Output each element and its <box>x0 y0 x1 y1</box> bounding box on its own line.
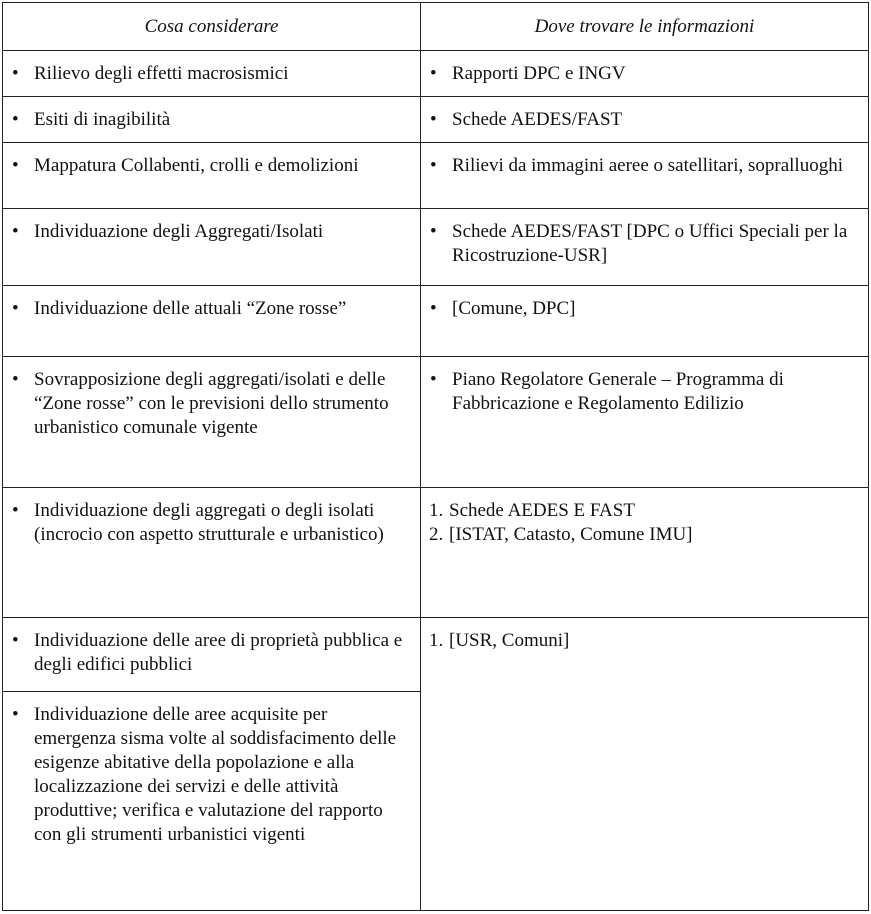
cell-where <box>421 356 869 487</box>
bullet-icon: • <box>12 704 19 726</box>
where-text: Rapporti DPC e INGV <box>452 63 626 85</box>
table-row <box>3 51 869 97</box>
where-text: Schede AEDES/FAST <box>452 109 623 131</box>
header-what-to-consider: Cosa considerare <box>3 3 421 51</box>
cell-where <box>421 488 869 618</box>
bullet-icon: • <box>12 630 19 652</box>
bullet-icon: • <box>12 500 19 522</box>
where-text: Schede AEDES E FAST <box>449 500 635 522</box>
cell-where <box>421 143 869 209</box>
table-row <box>3 618 869 692</box>
cell-where <box>421 51 869 97</box>
number-label: 2. <box>429 524 444 546</box>
table-row <box>3 209 869 285</box>
where-text: [USR, Comuni] <box>449 630 570 652</box>
where-text: [Comune, DPC] <box>452 297 576 319</box>
cell-where <box>421 97 869 143</box>
what-text: Sovrapposizione degli aggregati/isolati e delle “Zone rosse” con le previsioni dello strumento urbanistico comunale vigente <box>34 368 389 438</box>
what-text: Individuazione delle aree acquisite per emergenza sisma volte al soddisfacimento delle esigenze abitative della popolazione e alla localizzazione dei servizi e delle attività produttive; verifica e valutazione del rapporto con gli strumenti urbanistici vigenti <box>34 704 397 846</box>
info-table <box>2 2 869 911</box>
what-text: Rilievo degli effetti macrosismici <box>34 63 289 85</box>
bullet-icon: • <box>12 63 19 85</box>
table-row <box>3 143 869 209</box>
bullet-icon: • <box>430 368 437 390</box>
where-text: Piano Regolatore Generale – Programma di Fabbricazione e Regolamento Edilizio <box>452 368 784 414</box>
numbered-item <box>429 629 860 653</box>
cell-what <box>3 692 421 911</box>
what-text: Mappatura Collabenti, crolli e demolizioni <box>34 155 359 177</box>
bullet-icon: • <box>430 155 437 177</box>
what-text: Individuazione degli aggregati o degli isolati (incrocio con aspetto strutturale e urbanistico) <box>34 500 384 546</box>
bullet-icon: • <box>430 297 437 319</box>
bullet-icon: • <box>430 63 437 85</box>
table-row <box>3 356 869 487</box>
where-text: Rilievi da immagini aeree o satellitari, sopralluoghi <box>452 155 843 177</box>
cell-what <box>3 618 421 692</box>
cell-what <box>3 51 421 97</box>
header-where-to-find: Dove trovare le informazioni <box>421 3 869 51</box>
bullet-icon: • <box>12 297 19 319</box>
number-label: 1. <box>429 630 444 652</box>
cell-what <box>3 488 421 618</box>
bullet-icon: • <box>430 221 437 243</box>
what-text: Individuazione delle aree di proprietà pubblica e degli edifici pubblici <box>34 630 403 676</box>
table-row <box>3 488 869 618</box>
what-text: Esiti di inagibilità <box>34 109 171 131</box>
bullet-icon: • <box>12 368 19 390</box>
numbered-item <box>429 523 860 547</box>
where-text: [ISTAT, Catasto, Comune IMU] <box>449 524 693 546</box>
cell-what <box>3 209 421 285</box>
cell-where <box>421 618 869 911</box>
cell-what <box>3 97 421 143</box>
numbered-item <box>429 499 860 523</box>
cell-where <box>421 285 869 356</box>
bullet-icon: • <box>12 155 19 177</box>
what-text: Individuazione delle attuali “Zone rosse” <box>34 297 347 319</box>
cell-where <box>421 209 869 285</box>
cell-what <box>3 356 421 487</box>
bullet-icon: • <box>12 109 19 131</box>
table-row <box>3 285 869 356</box>
table-row <box>3 97 869 143</box>
cell-what <box>3 143 421 209</box>
what-text: Individuazione degli Aggregati/Isolati <box>34 221 324 243</box>
cell-what <box>3 285 421 356</box>
number-label: 1. <box>429 500 444 522</box>
bullet-icon: • <box>12 221 19 243</box>
bullet-icon: • <box>430 109 437 131</box>
where-text: Schede AEDES/FAST [DPC o Uffici Speciali per la Ricostruzione-USR] <box>452 221 848 267</box>
table-header-row <box>3 3 869 51</box>
